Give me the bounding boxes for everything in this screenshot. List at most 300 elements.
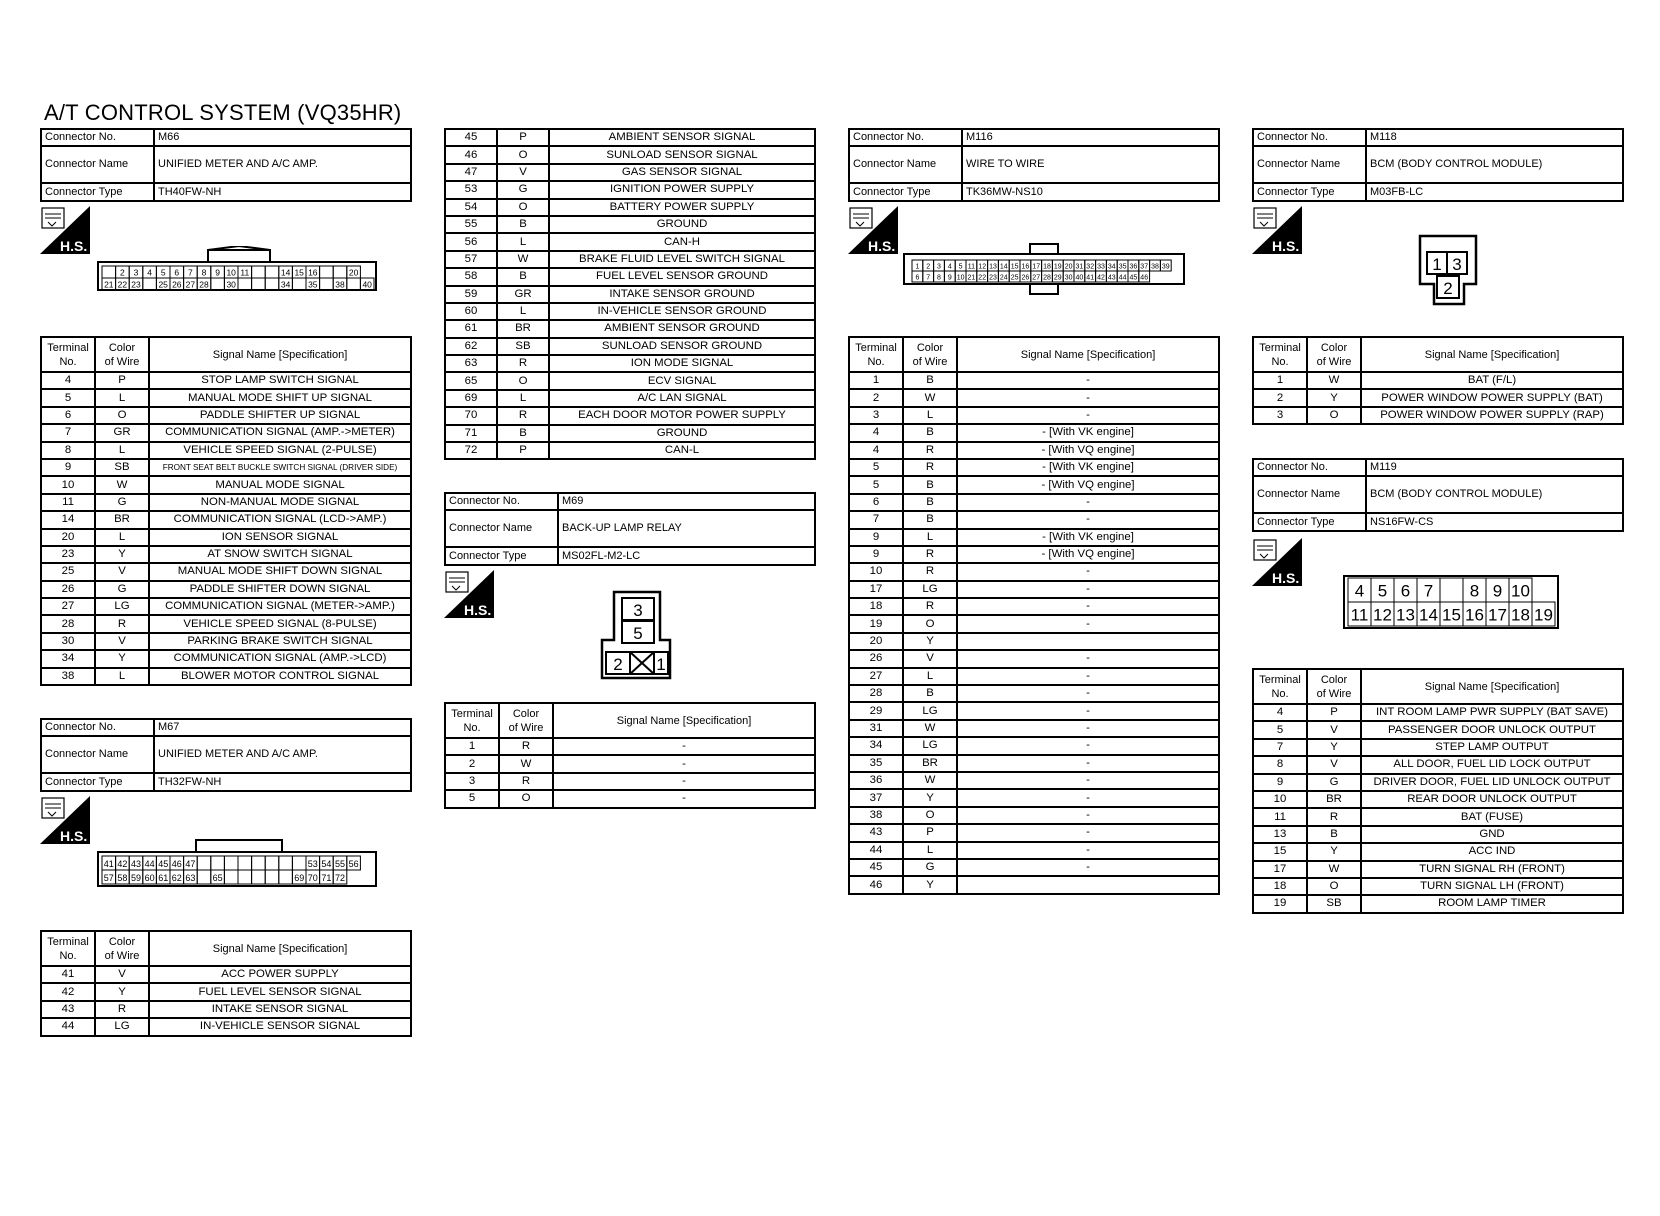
signal-name: BATTERY POWER SUPPLY bbox=[549, 199, 815, 216]
terminal-no: 38 bbox=[849, 807, 903, 824]
pin-label: 32 bbox=[1086, 263, 1095, 271]
pin-cell bbox=[252, 870, 266, 884]
terminal-no: 17 bbox=[1253, 861, 1307, 878]
pin-row bbox=[445, 338, 815, 355]
pin-row bbox=[41, 615, 411, 632]
wire-color: Y bbox=[903, 633, 957, 650]
pin-cell bbox=[333, 278, 347, 290]
pin-cell bbox=[347, 266, 361, 278]
pin-cell bbox=[977, 271, 988, 282]
pin-cell bbox=[1117, 271, 1128, 282]
connector-m69 bbox=[444, 492, 816, 566]
pin-cell bbox=[184, 278, 198, 290]
pin-cell bbox=[1085, 260, 1096, 271]
signal-name: INT ROOM LAMP PWR SUPPLY (BAT SAVE) bbox=[1361, 704, 1623, 721]
connector-m119-info bbox=[1252, 458, 1624, 532]
signal-name: ROOM LAMP TIMER bbox=[1361, 895, 1623, 912]
pin-cell bbox=[292, 278, 306, 290]
signal-name: BRAKE FLUID LEVEL SWITCH SIGNAL bbox=[549, 251, 815, 268]
terminal-no: 20 bbox=[849, 633, 903, 650]
connector-no-label: Connector No. bbox=[1253, 459, 1366, 476]
signal-name: - bbox=[957, 842, 1219, 859]
pin-label: 26 bbox=[172, 279, 182, 290]
pin-row bbox=[445, 425, 815, 442]
connector-m119-diagram bbox=[1342, 574, 1562, 637]
connector-name-value: BACK-UP LAMP RELAY bbox=[558, 510, 815, 547]
pin-cell bbox=[320, 266, 334, 278]
pin-cell bbox=[265, 870, 279, 884]
wire-color: BR bbox=[95, 511, 149, 528]
connector-m69-diagram bbox=[598, 590, 686, 687]
pin-label: 16 bbox=[1465, 605, 1484, 625]
signal-name: - bbox=[957, 859, 1219, 876]
signal-name: - bbox=[553, 790, 815, 807]
pin-row bbox=[849, 615, 1219, 632]
pin-cell bbox=[1463, 578, 1486, 602]
pin-row bbox=[41, 442, 411, 459]
pin-label: 44 bbox=[1118, 274, 1127, 282]
pin-row bbox=[1253, 704, 1623, 721]
pin-label: 45 bbox=[158, 858, 169, 869]
pin-label: 56 bbox=[348, 858, 359, 869]
pin-label: 65 bbox=[212, 872, 223, 883]
signal-name: STOP LAMP SWITCH SIGNAL bbox=[149, 372, 411, 389]
pin-row bbox=[1253, 861, 1623, 878]
wire-color: B bbox=[497, 425, 549, 442]
pin-row bbox=[41, 668, 411, 685]
pin-label: 10 bbox=[226, 267, 236, 278]
terminal-no: 5 bbox=[849, 476, 903, 493]
pin-cell bbox=[955, 260, 966, 271]
pin-label: 10 bbox=[956, 274, 965, 282]
wire-color: G bbox=[95, 494, 149, 511]
pin-row bbox=[41, 1001, 411, 1018]
terminal-no: 43 bbox=[41, 1001, 95, 1018]
pin-label: 17 bbox=[1488, 605, 1507, 625]
signal-name: GROUND bbox=[549, 425, 815, 442]
connector-no-value: M116 bbox=[962, 129, 1219, 146]
signal-name: POWER WINDOW POWER SUPPLY (RAP) bbox=[1361, 407, 1623, 424]
wire-color: R bbox=[499, 773, 553, 790]
terminal-no: 7 bbox=[849, 511, 903, 528]
pin-cell bbox=[129, 870, 143, 884]
signal-name: - bbox=[957, 581, 1219, 598]
connector-m119 bbox=[1252, 458, 1624, 532]
signal-name: IN-VEHICLE SENSOR GROUND bbox=[549, 303, 815, 320]
pin-cell bbox=[1128, 260, 1139, 271]
pin-label: 71 bbox=[321, 872, 332, 883]
connector-no-value: M66 bbox=[154, 129, 411, 146]
terminal-no: 34 bbox=[849, 737, 903, 754]
pin-label: 29 bbox=[1053, 274, 1062, 282]
pin-label: 38 bbox=[335, 279, 345, 290]
pin-row bbox=[41, 966, 411, 983]
wire-color: L bbox=[903, 407, 957, 424]
connector-name-value: UNIFIED METER AND A/C AMP. bbox=[154, 736, 411, 773]
terminal-no: 62 bbox=[445, 338, 497, 355]
terminal-no: 44 bbox=[41, 1018, 95, 1035]
pin-cell bbox=[102, 870, 116, 884]
wire-color: Y bbox=[903, 876, 957, 893]
pin-row bbox=[445, 268, 815, 285]
connector-m66-diagram bbox=[96, 246, 380, 299]
signal-name-header: Signal Name [Specification] bbox=[149, 931, 411, 966]
signal-name: PARKING BRAKE SWITCH SIGNAL bbox=[149, 633, 411, 650]
signal-name: - bbox=[957, 720, 1219, 737]
connector-m69-pins-wrap bbox=[444, 702, 816, 809]
terminal-no: 56 bbox=[445, 233, 497, 250]
connector-type-label: Connector Type bbox=[849, 183, 962, 200]
terminal-no: 7 bbox=[41, 424, 95, 441]
wire-color: W bbox=[499, 755, 553, 772]
color-of-wire-header: Color of Wire bbox=[903, 337, 957, 372]
pin-cell bbox=[224, 856, 238, 870]
terminal-no: 57 bbox=[445, 251, 497, 268]
pin-cell bbox=[966, 271, 977, 282]
signal-name: ION MODE SIGNAL bbox=[549, 355, 815, 372]
pin-label: 14 bbox=[1419, 605, 1438, 625]
pin-row bbox=[849, 772, 1219, 789]
terminal-no: 60 bbox=[445, 303, 497, 320]
terminal-no: 10 bbox=[41, 476, 95, 493]
terminal-no: 37 bbox=[849, 789, 903, 806]
pin-label: 14 bbox=[280, 267, 291, 278]
connector-name-value: WIRE TO WIRE bbox=[962, 146, 1219, 183]
signal-name: COMMUNICATION SIGNAL (LCD->AMP.) bbox=[149, 511, 411, 528]
wire-color: O bbox=[497, 372, 549, 389]
terminal-no-header: Terminal No. bbox=[445, 703, 499, 738]
connector-no-label: Connector No. bbox=[1253, 129, 1366, 146]
signal-name: NON-MANUAL MODE SIGNAL bbox=[149, 494, 411, 511]
pin-cell bbox=[252, 278, 266, 290]
terminal-no: 8 bbox=[41, 442, 95, 459]
terminal-no: 17 bbox=[849, 581, 903, 598]
signal-name: INTAKE SENSOR GROUND bbox=[549, 286, 815, 303]
signal-name: POWER WINDOW POWER SUPPLY (BAT) bbox=[1361, 389, 1623, 406]
pin-label: 33 bbox=[1097, 263, 1105, 271]
pin-row bbox=[849, 529, 1219, 546]
connector-no-value: M119 bbox=[1366, 459, 1623, 476]
pin-label: 20 bbox=[348, 267, 359, 278]
terminal-no: 29 bbox=[849, 702, 903, 719]
harness-side-icon bbox=[1252, 206, 1302, 254]
pin-row bbox=[41, 407, 411, 424]
color-of-wire-header: Color of Wire bbox=[499, 703, 553, 738]
pin-cell bbox=[143, 856, 157, 870]
pin-cell bbox=[998, 271, 1009, 282]
connector-m66-pins-wrap bbox=[40, 336, 412, 686]
pin-row bbox=[445, 129, 815, 146]
signal-name: CAN-L bbox=[549, 442, 815, 459]
connector-name-label: Connector Name bbox=[1253, 476, 1366, 513]
signal-name: IGNITION POWER SUPPLY bbox=[549, 181, 815, 198]
pin-cell bbox=[224, 278, 238, 290]
pin-row bbox=[849, 581, 1219, 598]
pin-row bbox=[849, 459, 1219, 476]
connector-name-label: Connector Name bbox=[445, 510, 558, 547]
pin-row bbox=[849, 842, 1219, 859]
terminal-no: 5 bbox=[849, 459, 903, 476]
pin-cell bbox=[170, 870, 184, 884]
wire-color: R bbox=[1307, 808, 1361, 825]
pin-row bbox=[445, 755, 815, 772]
wire-color: O bbox=[1307, 878, 1361, 895]
pin-cell bbox=[1160, 260, 1171, 271]
signal-name-header: Signal Name [Specification] bbox=[149, 337, 411, 372]
pin-cell bbox=[129, 278, 143, 290]
pin-cell bbox=[320, 278, 334, 290]
pin-label: 7 bbox=[926, 274, 931, 282]
pin-row bbox=[849, 650, 1219, 667]
wire-color: LG bbox=[903, 702, 957, 719]
wire-color: O bbox=[497, 199, 549, 216]
pin-cell bbox=[944, 271, 955, 282]
pin-cell bbox=[238, 856, 252, 870]
wire-color: P bbox=[1307, 704, 1361, 721]
pin-label: 25 bbox=[158, 279, 168, 290]
pin-row bbox=[1253, 774, 1623, 791]
pin-label: 36 bbox=[1129, 263, 1138, 271]
signal-name: ALL DOOR, FUEL LID LOCK OUTPUT bbox=[1361, 756, 1623, 773]
wire-color: SB bbox=[1307, 895, 1361, 912]
connector-no-label: Connector No. bbox=[445, 493, 558, 510]
pin-cell bbox=[224, 870, 238, 884]
pin-cell bbox=[1117, 260, 1128, 271]
terminal-no: 6 bbox=[41, 407, 95, 424]
signal-name: COMMUNICATION SIGNAL (METER->AMP.) bbox=[149, 598, 411, 615]
pin-row bbox=[849, 546, 1219, 563]
wire-color: W bbox=[1307, 861, 1361, 878]
signal-name: - [With VQ engine] bbox=[957, 476, 1219, 493]
connector-m69-pin-table bbox=[444, 702, 816, 809]
pin-cell bbox=[333, 856, 347, 870]
signal-name: AMBIENT SENSOR SIGNAL bbox=[549, 129, 815, 146]
terminal-no: 2 bbox=[849, 389, 903, 406]
terminal-no: 5 bbox=[1253, 721, 1307, 738]
wire-color: O bbox=[903, 807, 957, 824]
color-of-wire-header: Color of Wire bbox=[1307, 337, 1361, 372]
signal-name: - bbox=[957, 615, 1219, 632]
terminal-no: 72 bbox=[445, 442, 497, 459]
wire-color: W bbox=[903, 720, 957, 737]
hs-label: H.S. bbox=[60, 238, 88, 254]
pin-label: 25 bbox=[1010, 274, 1019, 282]
pin-label: 22 bbox=[117, 279, 128, 290]
pin-row bbox=[849, 702, 1219, 719]
pin-cell bbox=[184, 266, 198, 278]
pin-label: 15 bbox=[294, 267, 304, 278]
terminal-no: 3 bbox=[849, 407, 903, 424]
pin-cell bbox=[1440, 602, 1463, 626]
pin-row bbox=[41, 1018, 411, 1035]
wire-color: B bbox=[903, 494, 957, 511]
pin-cell bbox=[1096, 260, 1107, 271]
pin-row bbox=[849, 668, 1219, 685]
pin-label: 40 bbox=[1075, 274, 1084, 282]
pin-cell bbox=[143, 870, 157, 884]
pin-label: 69 bbox=[294, 872, 305, 883]
signal-name: - bbox=[957, 563, 1219, 580]
signal-name: INTAKE SENSOR SIGNAL bbox=[149, 1001, 411, 1018]
pin-cell bbox=[156, 278, 170, 290]
terminal-no: 44 bbox=[849, 842, 903, 859]
wire-color: Y bbox=[903, 789, 957, 806]
connector-name-value: UNIFIED METER AND A/C AMP. bbox=[154, 146, 411, 183]
wire-color: O bbox=[1307, 407, 1361, 424]
wire-color: G bbox=[903, 859, 957, 876]
wire-color: V bbox=[903, 650, 957, 667]
signal-name: - bbox=[957, 668, 1219, 685]
pin-cell bbox=[292, 870, 306, 884]
wire-color: B bbox=[903, 476, 957, 493]
pin-cell bbox=[1417, 602, 1440, 626]
pin-row bbox=[445, 199, 815, 216]
pin-cell bbox=[156, 870, 170, 884]
pin-cell bbox=[156, 266, 170, 278]
pin-label: 53 bbox=[307, 858, 318, 869]
wire-color: BR bbox=[903, 755, 957, 772]
pin-label: 5 bbox=[633, 624, 643, 643]
connector-m67-pins-wrap bbox=[40, 930, 412, 1037]
pin-row bbox=[849, 563, 1219, 580]
signal-name: AT SNOW SWITCH SIGNAL bbox=[149, 546, 411, 563]
pin-label: 55 bbox=[334, 858, 346, 869]
pin-cell bbox=[333, 870, 347, 884]
terminal-no: 6 bbox=[849, 494, 903, 511]
terminal-no: 10 bbox=[849, 563, 903, 580]
wire-color: B bbox=[903, 511, 957, 528]
wire-color: B bbox=[903, 372, 957, 389]
pin-row bbox=[1253, 843, 1623, 860]
connector-type-label: Connector Type bbox=[41, 773, 154, 790]
pin-row bbox=[41, 598, 411, 615]
wire-color: L bbox=[903, 668, 957, 685]
pin-label: 43 bbox=[1107, 274, 1116, 282]
pin-cell bbox=[988, 260, 999, 271]
signal-name: MANUAL MODE SHIFT DOWN SIGNAL bbox=[149, 563, 411, 580]
pin-cell bbox=[1128, 271, 1139, 282]
harness-side-icon bbox=[848, 206, 898, 254]
pin-row bbox=[445, 181, 815, 198]
pin-label: 72 bbox=[334, 872, 346, 883]
connector-type-value: TH32FW-NH bbox=[154, 773, 411, 790]
pin-cell bbox=[1486, 602, 1509, 626]
pin-cell bbox=[292, 266, 306, 278]
signal-name: - bbox=[957, 755, 1219, 772]
connector-type-label: Connector Type bbox=[1253, 183, 1366, 200]
pin-cell bbox=[170, 278, 184, 290]
wire-color: LG bbox=[903, 581, 957, 598]
pin-row bbox=[41, 581, 411, 598]
pin-cell bbox=[238, 278, 252, 290]
pin-cell bbox=[977, 260, 988, 271]
pin-label: 3 bbox=[1452, 255, 1462, 274]
pin-row bbox=[41, 372, 411, 389]
pin-cell bbox=[116, 856, 130, 870]
connector-m69-info bbox=[444, 492, 816, 566]
pin-label: 9 bbox=[947, 274, 952, 282]
pin-label: 8 bbox=[201, 267, 207, 278]
terminal-no: 2 bbox=[1253, 389, 1307, 406]
pin-label: 1 bbox=[656, 655, 666, 674]
terminal-no: 55 bbox=[445, 216, 497, 233]
pin-row bbox=[41, 389, 411, 406]
pin-cell bbox=[955, 271, 966, 282]
terminal-no: 69 bbox=[445, 390, 497, 407]
pin-cell bbox=[1509, 602, 1532, 626]
wire-color: W bbox=[1307, 372, 1361, 389]
connector-type-label: Connector Type bbox=[445, 547, 558, 564]
connector-m67-pin-table-cont bbox=[444, 128, 816, 460]
pin-row bbox=[445, 738, 815, 755]
pin-row bbox=[849, 372, 1219, 389]
signal-name: MANUAL MODE SHIFT UP SIGNAL bbox=[149, 389, 411, 406]
connector-name-label: Connector Name bbox=[849, 146, 962, 183]
connector-m118-info bbox=[1252, 128, 1624, 202]
pin-row bbox=[41, 633, 411, 650]
signal-name-header: Signal Name [Specification] bbox=[1361, 669, 1623, 704]
wire-color: SB bbox=[497, 338, 549, 355]
pin-row bbox=[849, 476, 1219, 493]
signal-name: FRONT SEAT BELT BUCKLE SWITCH SIGNAL (DRIVER SIDE) bbox=[149, 459, 411, 476]
wire-color: LG bbox=[95, 1018, 149, 1035]
connector-m116-info bbox=[848, 128, 1220, 202]
terminal-no: 30 bbox=[41, 633, 95, 650]
signal-name: PADDLE SHIFTER DOWN SIGNAL bbox=[149, 581, 411, 598]
pin-row bbox=[41, 546, 411, 563]
connector-name-label: Connector Name bbox=[1253, 146, 1366, 183]
signal-name: - bbox=[957, 598, 1219, 615]
wire-color: L bbox=[497, 233, 549, 250]
pin-row bbox=[849, 598, 1219, 615]
signal-name: - bbox=[957, 511, 1219, 528]
connector-no-label: Connector No. bbox=[41, 129, 154, 146]
connector-m116-pins-wrap bbox=[848, 336, 1220, 895]
connector-type-value: NS16FW-CS bbox=[1366, 513, 1623, 530]
wire-color: P bbox=[497, 129, 549, 146]
wire-color: W bbox=[95, 476, 149, 493]
pin-label: 19 bbox=[1534, 605, 1553, 625]
pin-row bbox=[41, 529, 411, 546]
signal-name: IN-VEHICLE SENSOR SIGNAL bbox=[149, 1018, 411, 1035]
pin-cell bbox=[238, 870, 252, 884]
signal-name: - bbox=[957, 650, 1219, 667]
terminal-no-header: Terminal No. bbox=[1253, 337, 1307, 372]
pin-cell bbox=[1371, 578, 1394, 602]
pin-cell bbox=[279, 870, 293, 884]
pin-cell bbox=[1074, 271, 1085, 282]
pin-cell bbox=[1394, 578, 1417, 602]
pin-label: 2 bbox=[120, 267, 125, 278]
pin-cell bbox=[1394, 602, 1417, 626]
pin-row bbox=[849, 737, 1219, 754]
pin-cell bbox=[252, 856, 266, 870]
pin-cell bbox=[1509, 578, 1532, 602]
wire-color: GR bbox=[497, 286, 549, 303]
signal-name-header: Signal Name [Specification] bbox=[1361, 337, 1623, 372]
signal-name: - bbox=[553, 755, 815, 772]
pin-label: 12 bbox=[978, 263, 987, 271]
pin-label: 63 bbox=[185, 872, 196, 883]
wire-color: L bbox=[497, 390, 549, 407]
pin-row bbox=[445, 216, 815, 233]
connector-m118 bbox=[1252, 128, 1624, 202]
pin-row bbox=[445, 286, 815, 303]
wire-color: L bbox=[903, 842, 957, 859]
pin-label: 57 bbox=[103, 872, 114, 883]
pin-label: 35 bbox=[308, 279, 318, 290]
wire-color: R bbox=[903, 563, 957, 580]
